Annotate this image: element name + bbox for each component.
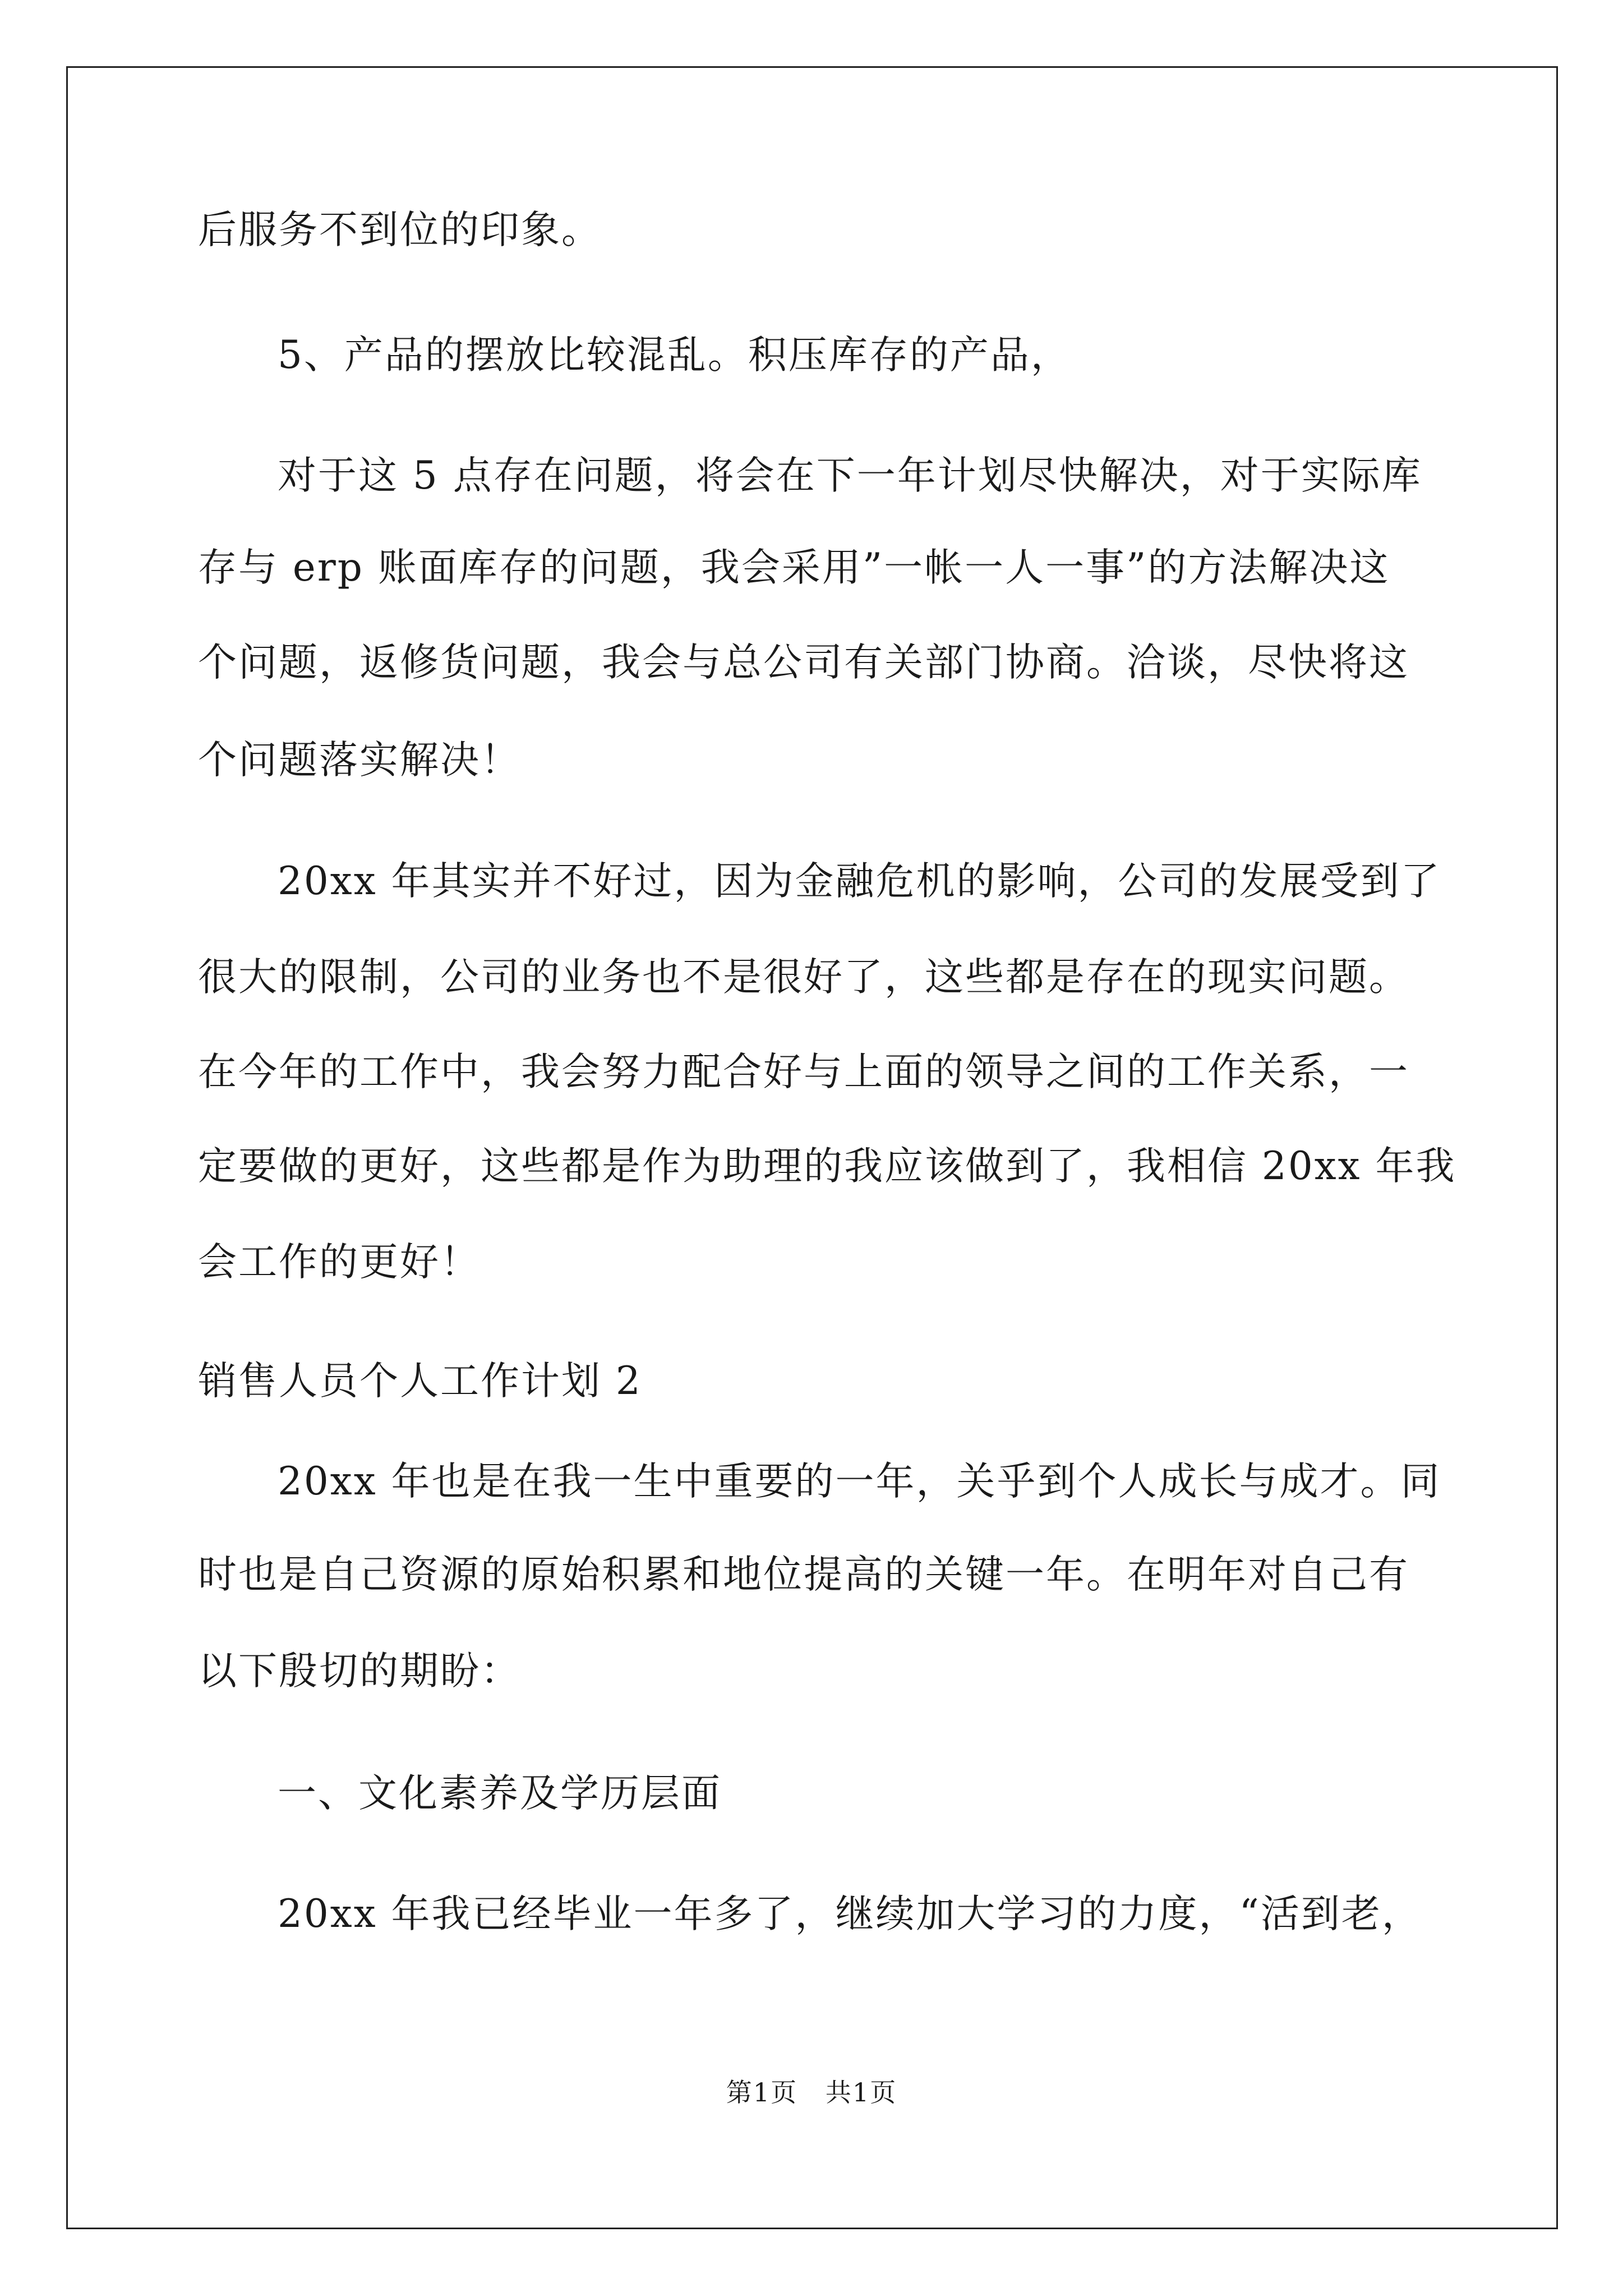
text-line: 存与 erp 账面库存的问题，我会采用”一帐一人一事”的方法解决这 xyxy=(198,545,1390,590)
text-line: 20xx 年也是在我一生中重要的一年，关乎到个人成长与成才。同 xyxy=(278,1459,1441,1504)
page-footer: 第1页 共1页 xyxy=(726,2077,897,2108)
text-line: 个问题落实解决！ xyxy=(198,738,521,783)
text-line: 以下殷切的期盼： xyxy=(198,1649,521,1694)
text-line: 对于这 5 点存在问题，将会在下一年计划尽快解决，对于实际库 xyxy=(278,453,1422,498)
text-line: 后服务不到位的印象。 xyxy=(198,208,602,252)
text-line: 个问题，返修货问题，我会与总公司有关部门协商。洽谈，尽快将这 xyxy=(198,640,1409,685)
text-line: 很大的限制，公司的业务也不是很好了，这些都是存在的现实问题。 xyxy=(198,955,1409,1000)
text-line: 会工作的更好！ xyxy=(198,1240,481,1285)
text-line: 在今年的工作中，我会努力配合好与上面的领导之间的工作关系，一 xyxy=(198,1050,1409,1094)
section-heading: 销售人员个人工作计划 2 xyxy=(198,1359,642,1404)
text-line: 定要做的更好，这些都是作为助理的我应该做到了，我相信 20xx 年我 xyxy=(198,1144,1456,1189)
text-line: 5、产品的摆放比较混乱。积压库存的产品， xyxy=(278,333,1071,378)
text-line: 20xx 年其实并不好过，因为金融危机的影响，公司的发展受到了 xyxy=(278,859,1441,904)
text-line: 20xx 年我已经毕业一年多了，继续加大学习的力度，“活到老， xyxy=(278,1892,1422,1936)
text-line: 时也是自己资源的原始积累和地位提高的关键一年。在明年对自己有 xyxy=(198,1552,1409,1597)
text-line: 一、文化素养及学历层面 xyxy=(278,1771,722,1816)
